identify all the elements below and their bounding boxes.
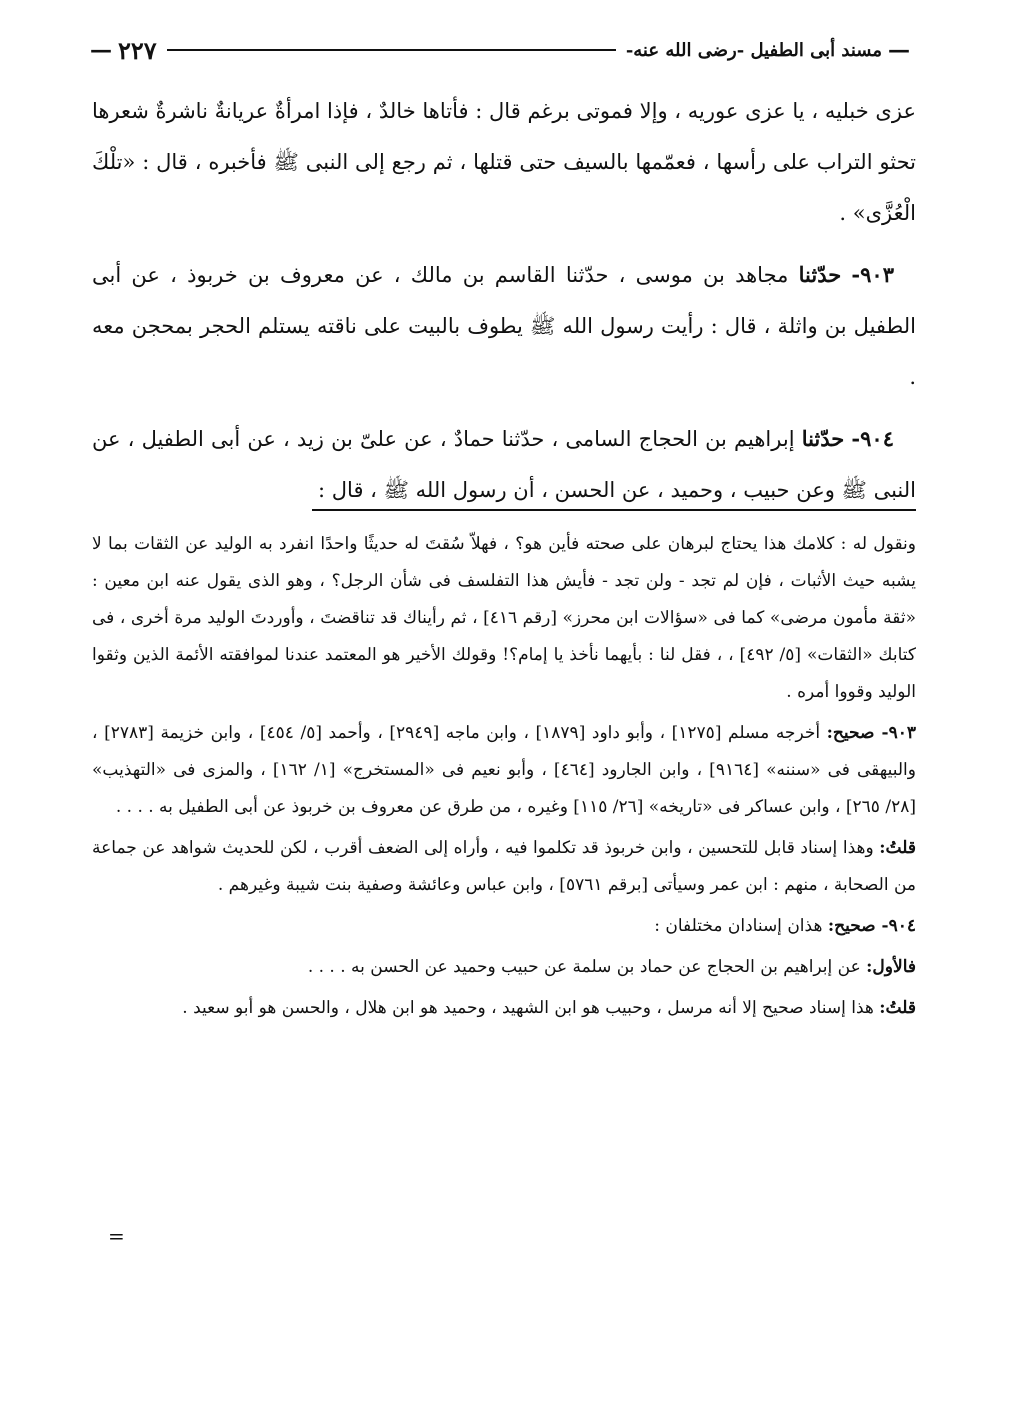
hadith-904 bbox=[92, 413, 916, 516]
header-dash-end: — bbox=[90, 37, 112, 63]
header-rule bbox=[167, 49, 616, 51]
header-title: مسند أبى الطفيل -رضى الله عنه- bbox=[625, 39, 882, 61]
takhrij-903-text: أخرجه مسلم [١٢٧٥] ، وأبو داود [١٨٧٩] ، وابن ماجه [٢٩٤٩] ، وأحمد [٥/ ٤٥٤] ، وابن خزيمة [٢٧٨٣] ، والبيهقى فى «سننه» [٩١٦٤] ، وابن الجارود [٤٦٤] ، وأبو نعيم فى «المستخرج» [١/ ١٦٢] ، والمزى فى «التهذيب» [٢٨/ ٢٦٥] ، وابن عساكر فى «تاريخه» [٢٦/ ١١٥] وغيره ، من طرق عن معروف بن خربوذ عن أبى الطفيل به . . . . bbox=[92, 723, 916, 817]
page-number: ٢٢٧ bbox=[118, 35, 157, 65]
takhrij-904-label: ٩٠٤- صحيح: bbox=[827, 916, 916, 936]
continuation-mark: = bbox=[108, 1224, 125, 1248]
hadith-904-lead: حدّثنا bbox=[801, 426, 845, 451]
header-dash: — bbox=[888, 37, 910, 63]
footnote-divider bbox=[312, 509, 916, 511]
hadith-903-lead: حدّثنا bbox=[798, 262, 842, 287]
comment-904-label: قلتُ: bbox=[879, 998, 916, 1018]
first-chain-label: فالأول: bbox=[866, 957, 916, 977]
takhrij-904-text: هذان إسنادان مختلفان : bbox=[654, 916, 823, 936]
hadith-903 bbox=[92, 249, 916, 403]
running-header bbox=[90, 30, 910, 70]
footnotes bbox=[92, 526, 916, 1027]
hadith-903-number: ٩٠٣- bbox=[851, 262, 894, 287]
comment-903-text: وهذا إسناد قابل للتحسين ، وابن خربوذ قد تكلموا فيه ، وأراه إلى الضعف أقرب ، لكن للحديث شواهد عن جماعة من الصحابة ، منهم : ابن عمر وسيأتى [برقم ٥٧٦١] ، وابن عباس وعائشة وصفية بنت شيبة وغيرهم . bbox=[92, 838, 916, 895]
takhrij-903 bbox=[92, 715, 916, 826]
first-chain bbox=[92, 949, 916, 986]
comment-903 bbox=[92, 830, 916, 904]
main-text bbox=[92, 86, 916, 516]
comment-904-text: هذا إسناد صحيح إلا أنه مرسل ، وحبيب هو ابن الشهيد ، وحميد هو ابن هلال ، والحسن هو أبو سعيد . bbox=[182, 998, 874, 1018]
note-continuation: ونقول له : كلامك هذا يحتاج لبرهان على صحته فأين هو؟ ، فهلاّ سُقتَ له حديثًا واحدًا انفرد به الوليد عن الثقات بما لا يشبه حيث الأثبات ، فإن لم تجد - ولن تجد - فأيش هذا التفلسف فى شأن الرجل؟ ، وهو الذى يقول عنه ابن معين : «ثقة مأمون مرضى» كما فى «سؤالات ابن محرز» [رقم ٤١٦] ، ثم رأيناك قد تناقضتَ ، وأوردتَ الوليد مرة أخرى ، فى كتابك «الثقات» [٥/ ٤٩٢] ، ، فقل لنا : بأيهما نأخذ يا إمام؟! وقولك الأخير هو المعتمد عندنا لموافقته الأئمة الذين وثقوا الوليد وقووا أمره . bbox=[92, 534, 917, 702]
first-chain-text: عن إبراهيم بن الحجاج عن حماد بن سلمة عن حبيب وحميد عن الحسن به . . . . bbox=[307, 957, 861, 977]
hadith-904-number: ٩٠٤- bbox=[851, 426, 894, 451]
hadith-903-text: مجاهد بن موسى ، حدّثنا القاسم بن مالك ، عن معروف بن خربوذ ، عن أبى الطفيل بن واثلة ، قال : رأيت رسول الله ﷺ يطوف بالبيت على ناقته يستلم الحجر بمحجن معه . bbox=[92, 263, 916, 389]
paragraph-continuation: عزى خبليه ، يا عزى عوريه ، وإلا فموتى برغم قال : فأتاها خالدٌ ، فإذا امرأةٌ عريانةٌ ناشرةٌ شعرها تحثو التراب على رأسها ، فعمّمها بالسيف حتى قتلها ، ثم رجع إلى النبى ﷺ فأخبره ، قال : «تلْكَ الْعُزَّى» . bbox=[92, 99, 916, 225]
hadith-904-text: إبراهيم بن الحجاج السامى ، حدّثنا حمادٌ ، عن علىّ بن زيد ، عن أبى الطفيل ، عن النبى ﷺ وعن حبيب ، وحميد ، عن الحسن ، أن رسول الله ﷺ ، قال : bbox=[92, 427, 916, 502]
takhrij-904 bbox=[92, 908, 916, 945]
comment-903-label: قلتُ: bbox=[879, 838, 917, 858]
takhrij-903-label: ٩٠٣- صحيح: bbox=[826, 723, 917, 743]
comment-904 bbox=[92, 990, 916, 1027]
